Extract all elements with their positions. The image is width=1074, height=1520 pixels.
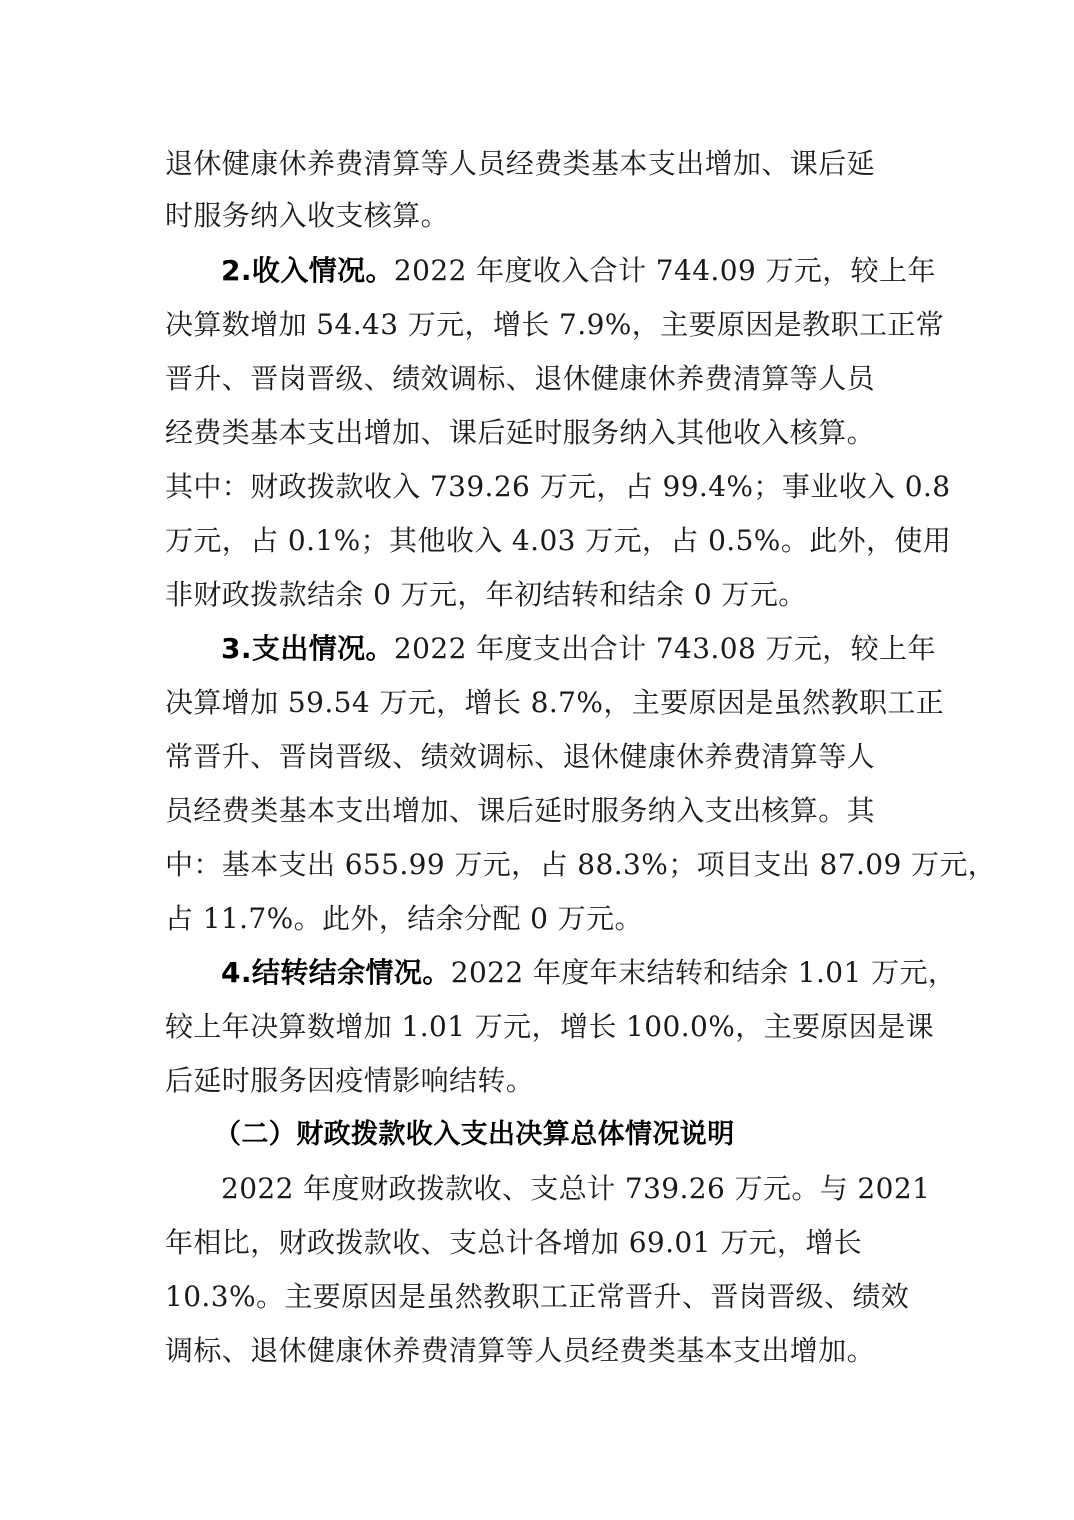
- section-heading: （二）财政拨款收入支出决算总体情况说明: [214, 1119, 735, 1150]
- income-lead: 2.收入情况。: [221, 254, 394, 287]
- income-first-text: 2022 年度收入合计 744.09 万元，较上年: [393, 254, 936, 287]
- text-line: 时服务纳入收支核算。: [165, 199, 450, 232]
- text-line: 晋升、晋岗晋级、绩效调标、退休健康休养费清算等人员: [165, 362, 876, 395]
- text-line: 员经费类基本支出增加、课后延时服务纳入支出核算。其: [165, 794, 876, 827]
- text-line: 常晋升、晋岗晋级、绩效调标、退休健康休养费清算等人: [165, 740, 876, 773]
- text-line: 年相比，财政拨款收、支总计各增加 69.01 万元，增长: [165, 1226, 863, 1259]
- text-line: 万元，占 0.1%；其他收入 4.03 万元，占 0.5%。此外，使用: [165, 524, 952, 557]
- income-paragraph-first-line: [221, 251, 936, 291]
- text-line: 决算增加 59.54 万元，增长 8.7%，主要原因是虽然教职工正: [165, 686, 945, 719]
- carryover-paragraph-first-line: [221, 953, 956, 993]
- text-line: 退休健康休养费清算等人员经费类基本支出增加、课后延: [165, 147, 876, 180]
- text-line: 其中：财政拨款收入 739.26 万元，占 99.4%；事业收入 0.8: [165, 470, 951, 503]
- carryover-first-text: 2022 年度年末结转和结余 1.01 万元，: [450, 956, 957, 989]
- fiscal-paragraph-first-line: 2022 年度财政拨款收、支总计 739.26 万元。与 2021: [221, 1172, 931, 1205]
- text-line: 占 11.7%。此外，结余分配 0 万元。: [165, 902, 643, 935]
- text-line: 决算数增加 54.43 万元，增长 7.9%，主要原因是教职工正常: [165, 308, 945, 341]
- text-line: 10.3%。主要原因是虽然教职工正常晋升、晋岗晋级、绩效: [165, 1280, 910, 1313]
- text-line: 经费类基本支出增加、课后延时服务纳入其他收入核算。: [165, 416, 876, 449]
- expense-first-text: 2022 年度支出合计 743.08 万元，较上年: [393, 632, 936, 665]
- expense-paragraph-first-line: [221, 629, 936, 669]
- text-line: 较上年决算数增加 1.01 万元，增长 100.0%，主要原因是课: [165, 1010, 935, 1043]
- carryover-lead: 4.结转结余情况。: [221, 956, 451, 989]
- expense-lead: 3.支出情况。: [221, 632, 394, 665]
- text-line: 调标、退休健康休养费清算等人员经费类基本支出增加。: [165, 1334, 876, 1367]
- text-line: 后延时服务因疫情影响结转。: [165, 1064, 535, 1097]
- text-line: 非财政拨款结余 0 万元，年初结转和结余 0 万元。: [165, 578, 807, 611]
- text-line: 中：基本支出 655.99 万元，占 88.3%；项目支出 87.09 万元，: [165, 848, 997, 881]
